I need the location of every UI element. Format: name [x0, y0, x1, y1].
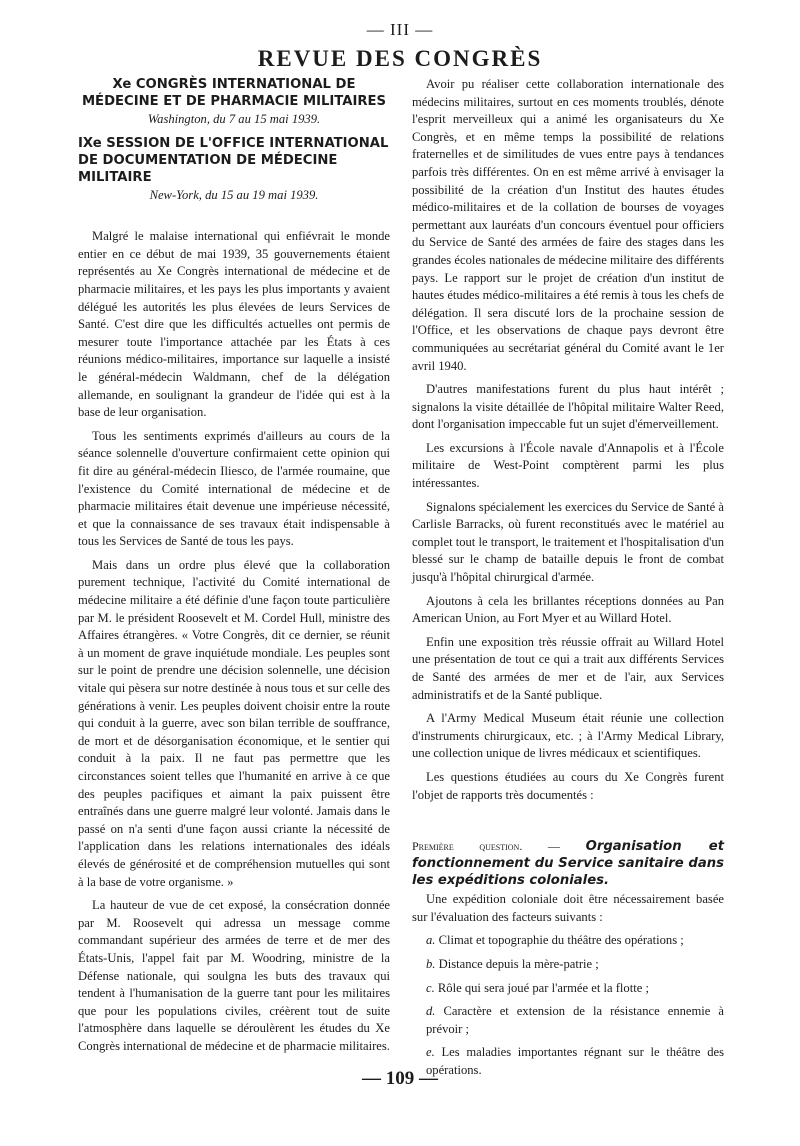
- paragraph: Avoir pu réaliser cette collaboration internationale des médecins militaires, surtout en ces moments troublés, dénote l'esprit merveilleux qui a animé les organisateurs du Xe Congrès, et en même temps la possibilité de relations fraternelles et de similitudes de vues entre pays à tendances parfois très différentes. On en est même arrivé à envisager la possibilité de la création d'un Institut des hautes études médico-militaires et de la collation de bourses de voyages permettant aux lauréats d'un concours éventuel pour officiers du Service de Santé des armées de faire des stages dans les grandes écoles nationales de médecine militaire des différents pays. Le rapport sur le projet de création d'un institut de hautes études médico-militaires a été remis à tous les chefs de délégation. Il sera discuté lors de la prochaine session de l'Office, et les observations de chaque pays devront être communiquées au secrétariat général du Comité avant le 1er avril 1940.: [412, 77, 724, 373]
- paragraph: Tous les sentiments exprimés d'ailleurs au cours de la séance solennelle d'ouverture confirmaient cette opinion qui fit dire au général-médecin Iliesco, de l'armée roumaine, que l'existence du Comité international de médecine et de pharmacie militaires était devenue une impérieuse nécessité, et que la connaissance de ses travaux était indispensable à tous les Services de Santé de tous les pays.: [78, 428, 390, 549]
- right-column: [412, 76, 724, 1086]
- paragraph: Les excursions à l'École navale d'Annapolis et à l'École militaire de West-Point comptèrent parmi les plus intéressantes.: [412, 440, 724, 491]
- question-intro: Une expédition coloniale doit être nécessairement basée sur l'évaluation des facteurs suivants :: [412, 892, 724, 924]
- paragraph: D'autres manifestations furent du plus haut intérêt ; signalons la visite détaillée de l'hôpital militaire Walter Reed, dont l'organisation impeccable fut un sujet d'émerveillement.: [412, 382, 724, 432]
- paragraph: Mais dans un ordre plus élevé que la collaboration purement technique, l'activité du Comité international de médecine militaire a été définie d'une façon toute particulière par M. le président Roosevelt et M. Cordel Hull, ministre des Affaires étrangères. « Votre Congrès, dit ce dernier, se réunit à un moment de grave inquiétude mondiale. Les peuples sont sur le point de prendre une décision solennelle, une décision vitale qui pèsera sur notre destinée à nous tous et sur celle des générations à venir. Les peuples doivent choisir entre la route qui conduit à la guerre, avec son bilan terrible de souffrance, de mort et de désorganisation économique, et le sentier qui conduit à la paix. Il ne faut pas permettre que les circonstances soient telles que l'humanité en arrive à ce que des peuples pacifiques et aimant la paix puissent être entraînés dans une guerre malgré leur volonté. Jamais dans le passé on n'a senti d'une façon aussi criante la nécessité de l'application dans les relations internationales des idéals élevés de générosité et de compréhension mutuelles qui sont à la base de votre organisme. »: [78, 557, 390, 889]
- page-number: — 109 —: [362, 1068, 438, 1089]
- session-dates: New-York, du 15 au 19 mai 1939.: [149, 187, 319, 202]
- list-item: e. Les maladies importantes régnant sur le théâtre des opérations.: [426, 1045, 724, 1077]
- question-title: Organisation et fonctionnement du Service sanitaire dans les expéditions coloniales.: [412, 839, 725, 889]
- question-heading: [412, 838, 724, 889]
- question-label: Première question. —: [412, 839, 560, 854]
- paragraph: Ajoutons à cela les brillantes réceptions données au Pan American Union, au Fort Myer et au Willard Hotel.: [412, 593, 724, 626]
- list-item: c. Rôle qui sera joué par l'armée et la flotte ;: [426, 980, 649, 995]
- paragraph: A l'Army Medical Museum était réunie une collection d'instruments chirurgicaux, etc. ; à l'Army Medical Library, une collection unique de livres médicaux et scientifiques.: [412, 711, 724, 761]
- congress-dates: Washington, du 7 au 15 mai 1939.: [147, 112, 321, 126]
- list-item: b. Distance depuis la mère-patrie ;: [426, 956, 599, 971]
- list-item: d. Caractère et extension de la résistance ennemie à prévoir ;: [426, 1004, 724, 1036]
- paragraph: Enfin une exposition très réussie offrait au Willard Hotel une présentation de tout ce qui a trait aux différents Services de Santé des armées de mer et de l'air, aux Services administratifs et de la Santé publique.: [412, 634, 724, 702]
- section-roman-numeral: — III —: [366, 20, 434, 39]
- page-title: REVUE DES CONGRÈS: [257, 46, 543, 71]
- paragraph: La hauteur de vue de cet exposé, la consécration donnée par M. Roosevelt qui adressa un message comme commandant supérieur des armées de terre et de mer des États-Unis, l'appel fait par M. Woodring, ministre de la Défense nationale, qui soulgna les buts des travaux qui tendent à l'humanisation de la guerre tant pour les militaires que pour les populations civiles, créèrent tout de suite l'atmosphère dans laquelle se déroulèrent les études du Xe Congrès international de médecine et de pharmacie militaires.: [78, 898, 390, 1053]
- paragraph: Signalons spécialement les exercices du Service de Santé à Carlisle Barracks, où furent reconstitués avec le matériel au complet tout le transport, le traitement et l'hospitalisation d'un blessé sur le champ de bataille depuis le front de combat jusqu'à l'hôpital chirurgical d'armée.: [412, 499, 724, 585]
- list-item: a. Climat et topographie du théâtre des opérations ;: [426, 933, 684, 948]
- paragraph: Les questions étudiées au cours du Xe Congrès furent l'objet de rapports très documentés :: [412, 769, 724, 802]
- paragraph: Malgré le malaise international qui enfiévrait le monde entier en ce début de mai 1939, 35 gouvernements étaient représentés au Xe Congrès international de médecine et de pharmacie militaires, et les pays les plus importants y avaient délégué les autorités les plus élevées de leurs Services de Santé. C'est dire que les difficultés actuelles ont permis de mesurer toute l'importance attachée par les États à ces réunions médico-militaires, importance sur laquelle a insisté le général-médecin Waldmann, chef de la délégation allemande, en soulignant la grandeur de l'idée qui est à la base de leur organisation.: [78, 229, 390, 420]
- congress-heading: Xe CONGRÈS INTERNATIONAL DE MÉDECINE ET DE PHARMACIE MILITAIRES: [81, 77, 387, 109]
- left-column: [78, 76, 390, 1062]
- session-heading: IXe SESSION DE L'OFFICE INTERNATIONAL DE DOCUMENTATION DE MÉDECINE MILITAIRE: [78, 135, 389, 185]
